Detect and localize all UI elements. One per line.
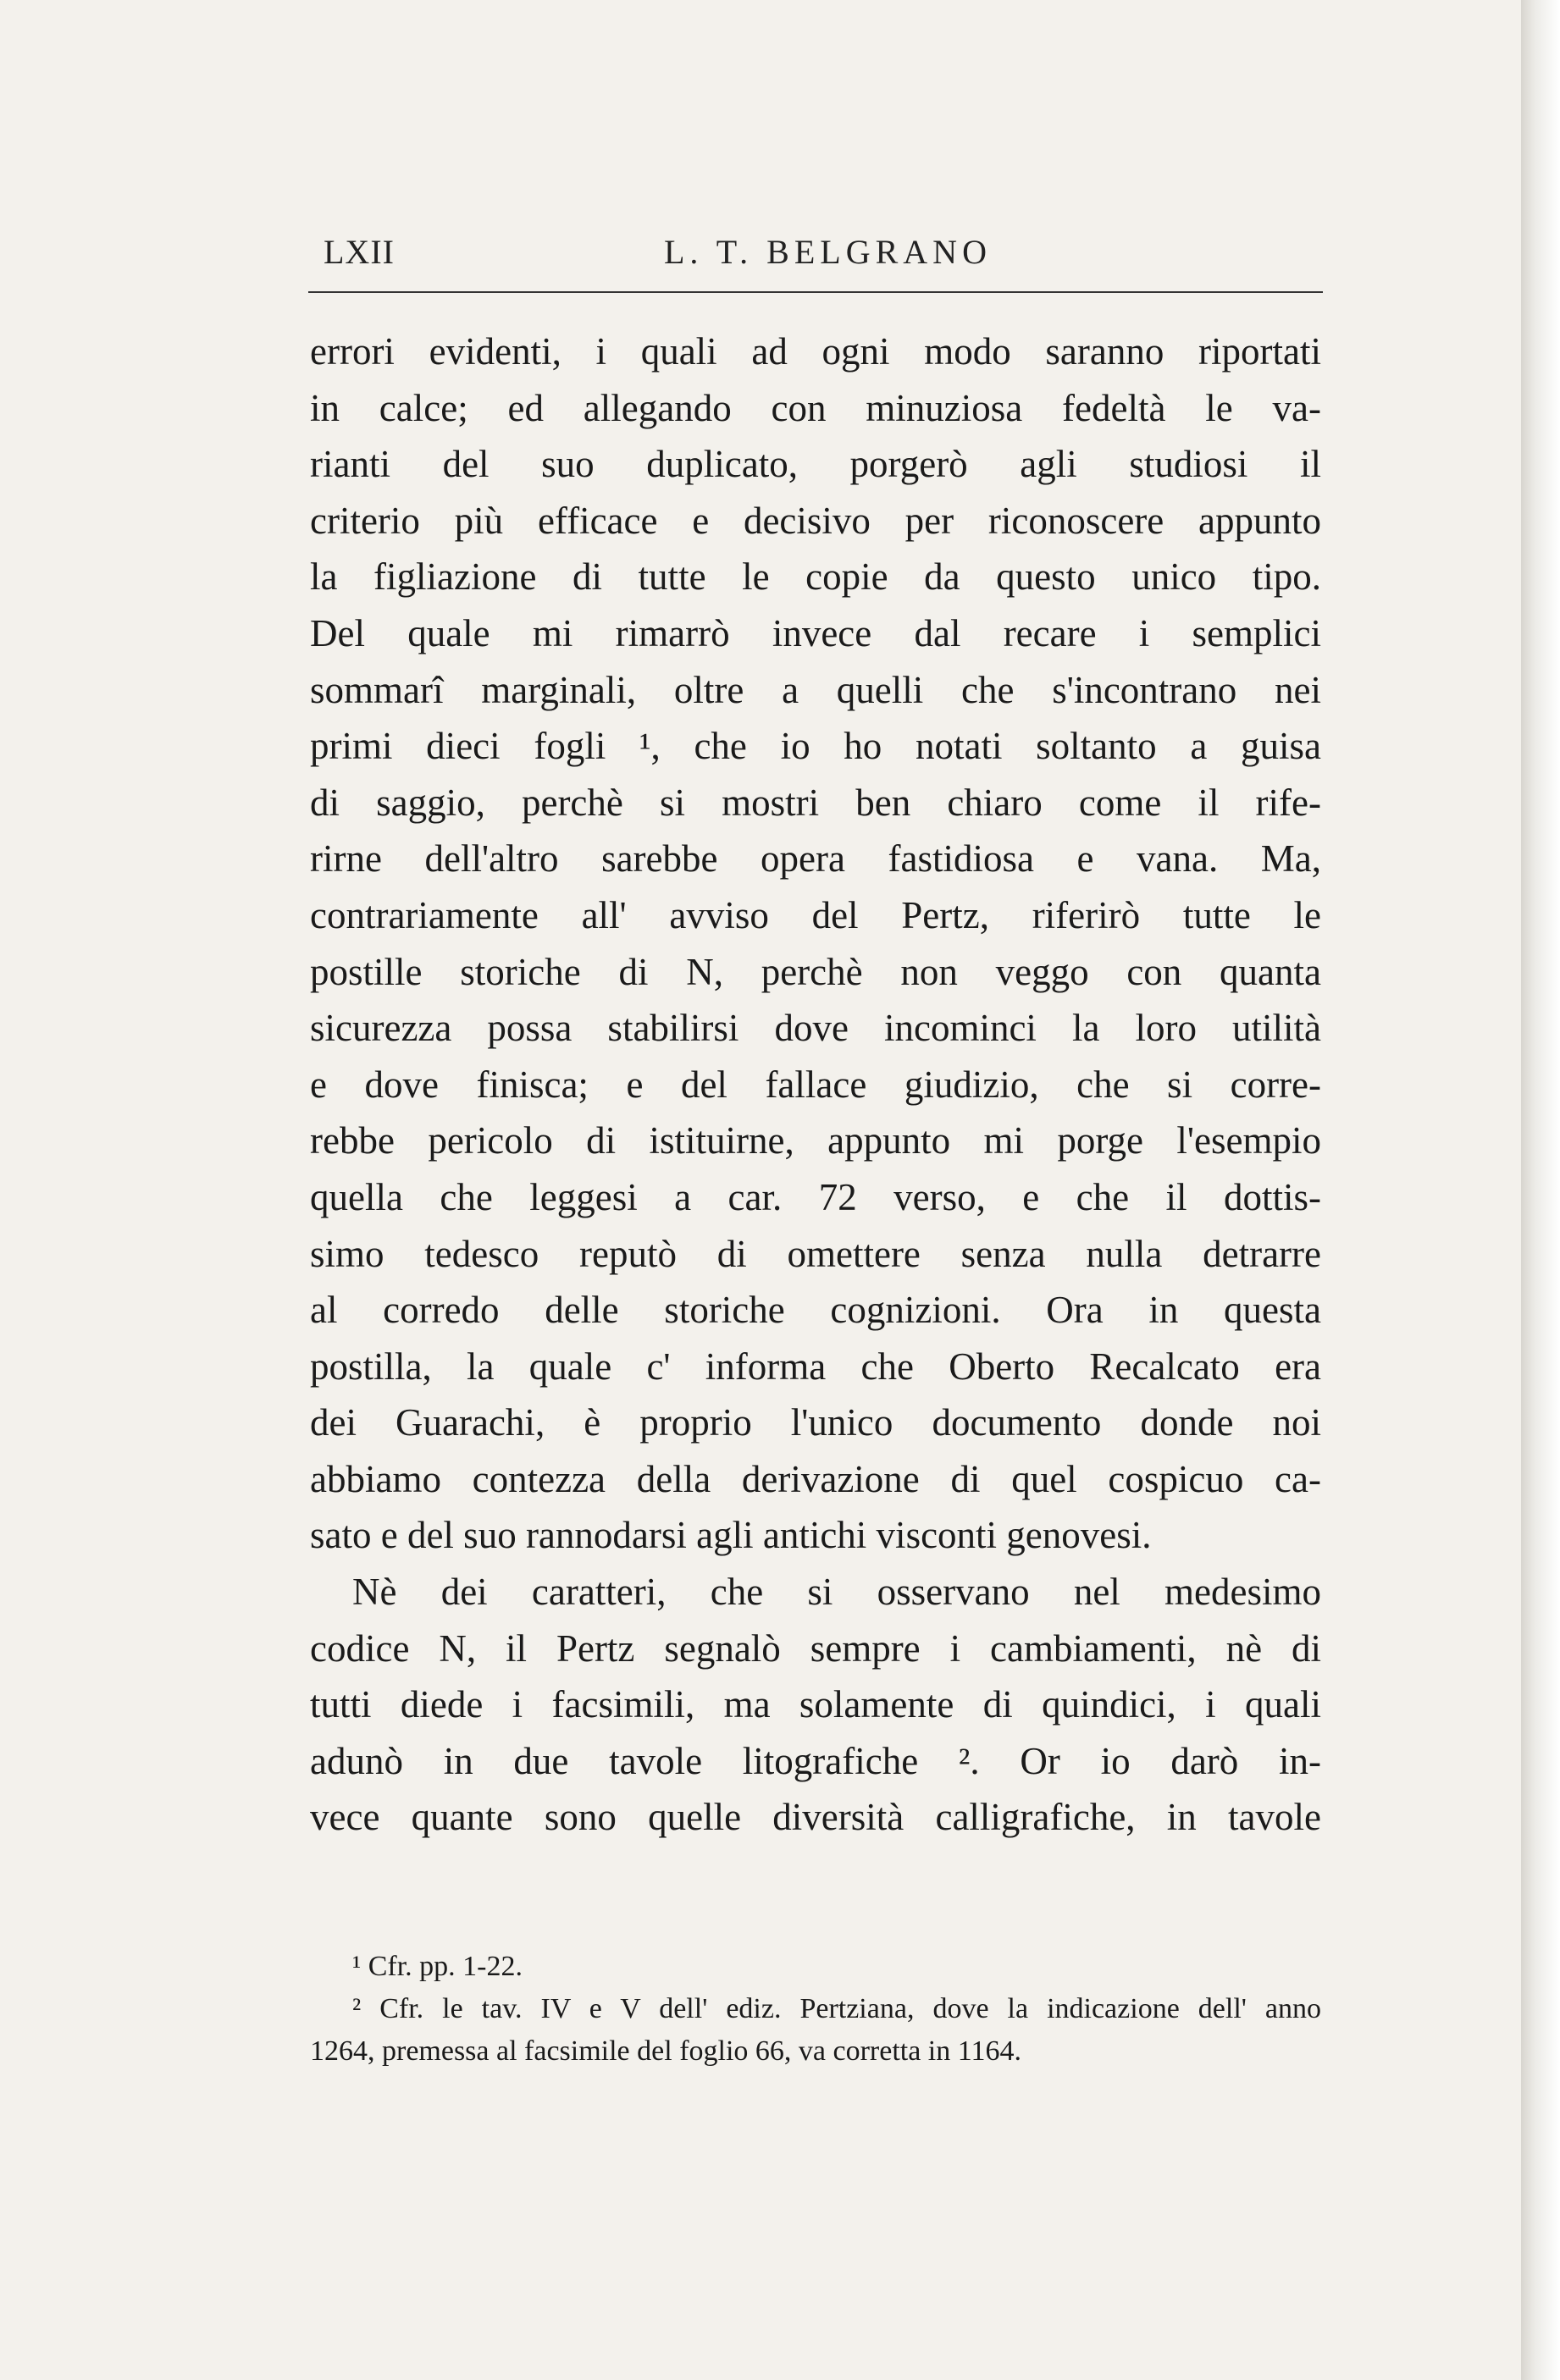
- page-header: [308, 227, 1323, 278]
- text-line: rebbe pericolo di istituirne, appunto mi porge l'esempio: [310, 1119, 1321, 1162]
- text-line: simo tedesco reputò di omettere senza nulla detrarre: [310, 1232, 1321, 1275]
- text-line: criterio più efficace e decisivo per riconoscere appunto: [310, 499, 1321, 542]
- text-line: abbiamo contezza della derivazione di quel cospicuo ca-: [310, 1457, 1321, 1500]
- running-head: L. T. BELGRANO: [664, 233, 992, 271]
- text-line: quella che leggesi a car. 72 verso, e che il dottis-: [310, 1175, 1321, 1218]
- text-line: la figliazione di tutte le copie da questo unico tipo.: [310, 555, 1321, 599]
- text-line: e dove finisca; e del fallace giudizio, che si corre-: [310, 1063, 1321, 1106]
- text-line: primi dieci fogli ¹, che io ho notati soltanto a guisa: [310, 725, 1321, 768]
- footnote-2-continued: 1264, premessa al facsimile del foglio 66, va corretta in 1164.: [310, 2035, 1021, 2067]
- text-line: adunò in due tavole litografiche ². Or io darò in-: [310, 1739, 1321, 1782]
- footnotes: [310, 1946, 1321, 2073]
- text-line: Nè dei caratteri, che si osservano nel medesimo: [352, 1571, 1321, 1614]
- header-rule: [308, 291, 1323, 293]
- footnote-1: ¹ Cfr. pp. 1-22.: [352, 1951, 523, 1982]
- body-text: [310, 323, 1321, 1846]
- text-line: tutti diede i facsimili, ma solamente di quindici, i quali: [310, 1683, 1321, 1726]
- footnote-2: ² Cfr. le tav. IV e V dell' ediz. Pertziana, dove la indicazione dell' anno: [352, 1993, 1321, 2024]
- text-line: errori evidenti, i quali ad ogni modo saranno riportati: [310, 330, 1321, 373]
- text-line: postille storiche di N, perchè non veggo con quanta: [310, 950, 1321, 993]
- text-line: dei Guarachi, è proprio l'unico documento donde noi: [310, 1401, 1321, 1444]
- text-line: Del quale mi rimarrò invece dal recare i semplici: [310, 611, 1321, 654]
- text-line: postilla, la quale c' informa che Oberto Recalcato era: [310, 1345, 1321, 1388]
- text-line: in calce; ed allegando con minuziosa fedeltà le va-: [310, 386, 1321, 429]
- text-line: contrariamente all' avviso del Pertz, riferirò tutte le: [310, 893, 1321, 936]
- text-line: rirne dell'altro sarebbe opera fastidiosa e vana. Ma,: [310, 837, 1321, 881]
- text-line: di saggio, perchè si mostri ben chiaro come il rife-: [310, 781, 1321, 824]
- text-line: sommarî marginali, oltre a quelli che s'incontrano nei: [310, 668, 1321, 711]
- text-line: rianti del suo duplicato, porgerò agli studiosi il: [310, 443, 1321, 486]
- page-edge: [1521, 0, 1560, 2380]
- text-line: al corredo delle storiche cognizioni. Ora in questa: [310, 1289, 1321, 1332]
- text-line: sato e del suo rannodarsi agli antichi visconti genovesi.: [310, 1514, 1152, 1557]
- text-line: vece quante sono quelle diversità calligrafiche, in tavole: [310, 1796, 1321, 1839]
- text-line: codice N, il Pertz segnalò sempre i cambiamenti, nè di: [310, 1626, 1321, 1670]
- page-number: LXII: [324, 233, 395, 271]
- text-line: sicurezza possa stabilirsi dove incominci la loro utilità: [310, 1007, 1321, 1050]
